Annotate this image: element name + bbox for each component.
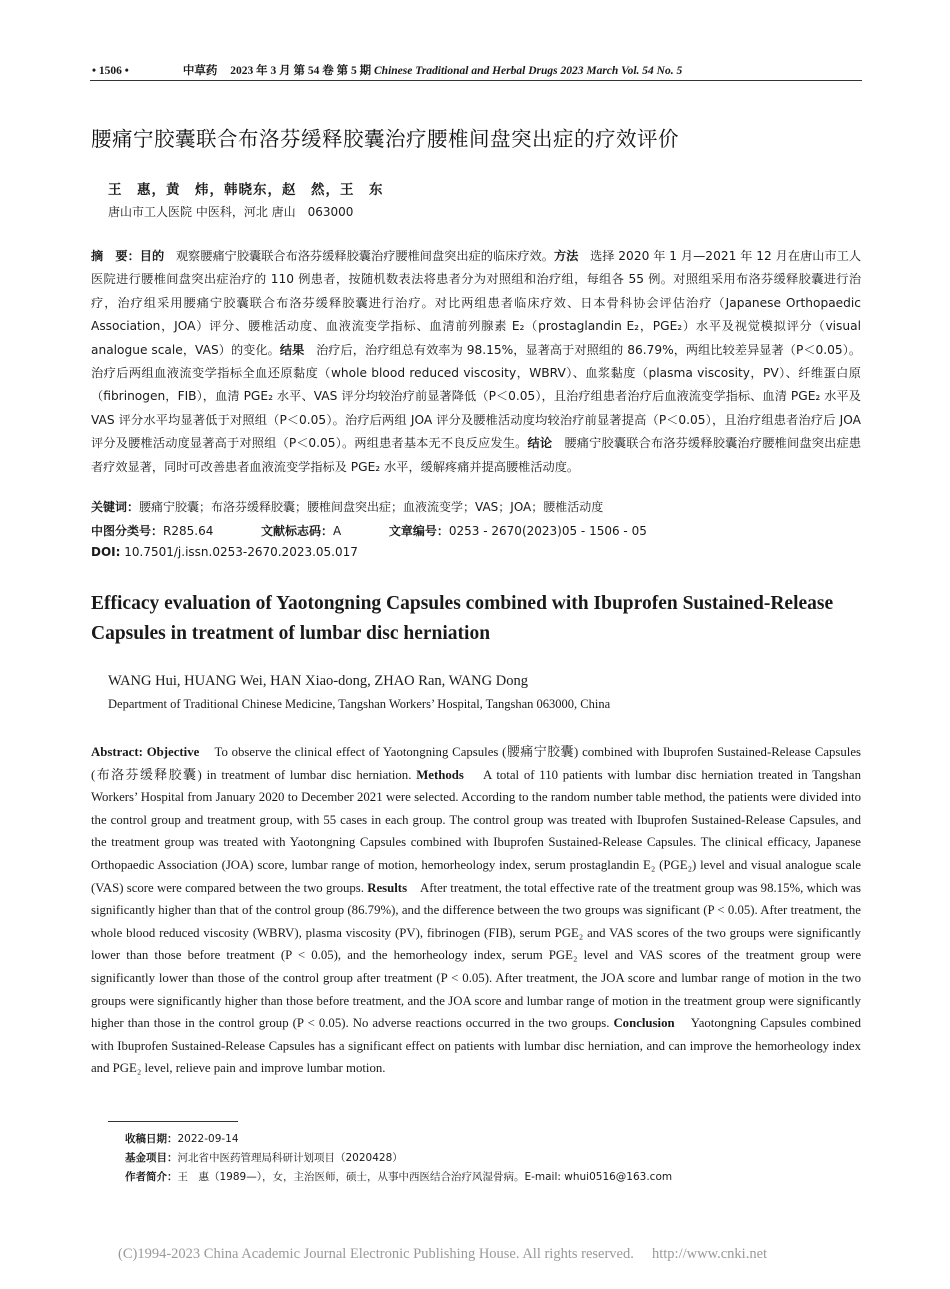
copyright-notice: (C)1994-2023 China Academic Journal Electronic Publishing House. All rights reserved. http://www.cnki.net (118, 1246, 768, 1262)
article-no-value: 0253 - 2670(2023)05 - 1506 - 05 (448, 524, 647, 538)
cn-results-label: 结果 (279, 342, 305, 357)
doi-value: 10.7501/j.issn.0253-2670.2023.05.017 (124, 545, 358, 559)
footnote-received (125, 1131, 239, 1146)
journal-name: 中草药 (182, 65, 218, 77)
cn-abstract-label: 摘 要： (91, 249, 140, 263)
cn-conclusion-label: 结论 (527, 436, 553, 451)
en-objective-label: Objective (146, 745, 200, 759)
en-conclusion: Yaotongning Capsules combined with Ibuprofen Sustained-Release Capsules has a significant effect on patients with lumbar disc herniation, and can improve the hemorheology index and PGE₂ level, relieve pain and improve lumbar motion. (91, 1016, 862, 1076)
en-conclusion-label: Conclusion (613, 1016, 675, 1031)
cn-doi (91, 545, 861, 559)
en-abstract-label: Abstract: (91, 745, 143, 759)
cn-conclusion: 腰痛宁胶囊联合布洛芬缓释胶囊治疗腰椎间盘突出症患者疗效显著，同时可改善患者血液流变学指标及 PGE₂ 水平，缓解疼痛并提高腰椎活动度。 (91, 436, 862, 474)
en-objective: To observe the clinical effect of Yaotongning Capsules (腰痛宁胶囊) combined with Ibuprofen Sustained-Release Capsules (布洛芬缓释胶囊) in treatment of lumbar disc herniation. (91, 745, 862, 782)
en-abstract (91, 741, 861, 1080)
doc-code-label: 文献标志码： (261, 524, 334, 538)
footnote-author (125, 1169, 672, 1184)
cn-methods-label: 方法 (553, 249, 579, 263)
fund-text: 河北省中医药管理局科研计划项目（2020428） (177, 1152, 403, 1164)
author-bio-label: 作者简介： (125, 1171, 178, 1183)
keywords-label: 关键词： (91, 500, 140, 514)
en-results: After treatment, the total effective rate of the treatment group was 98.15%, which was significantly higher than that of the control group (86.79%), and the difference between the two groups was significant (P < 0.05). After treatment, the whole blood reduced viscosity (WBRV), plasma viscosity (PV), fibrinogen (FIB), serum PGE₂ and VAS scores of the two groups were significantly lower than those before treatment (P < 0.05), and the hemorheology index, serum PGE₂ level and VAS scores of the treatment group were significantly lower than those of the control group after treatment (P < 0.05). After treatment, the JOA score and lumbar range of motion in the two groups were significantly higher than those before treatment, and the JOA score and lumbar range of motion in the treatment group were significantly higher than those in the control group (P < 0.05). No adverse reactions occurred in the two groups. (91, 880, 861, 1031)
doc-code-value: A (333, 524, 342, 538)
running-header (92, 62, 862, 78)
received-label: 收稿日期： (125, 1133, 178, 1145)
cn-abstract (91, 245, 861, 479)
footnote-fund (125, 1150, 403, 1165)
cn-results: 治疗后，治疗组总有效率为 98.15%，显著高于对照组的 86.79%，两组比较差异显著（P＜0.05）。治疗后两组血液流变学指标全血还原黏度（whole blood reduced viscosity，WBRV）、血浆黏度（plasma viscosity，PV）、纤维蛋白原（fibrinogen，FIB），血清 PGE₂ 水平、VAS 评分均较治疗前显著降低（P＜0.05），且治疗组患者治疗后血液流变学指标、血清 PGE₂ 水平及 VAS 评分水平均显著低于对照组（P＜0.05）。治疗后两组 JOA 评分及腰椎活动度均较治疗前显著提高（P＜0.05），且治疗组患者治疗后 JOA 评分及腰椎活动度显著高于对照组（P＜0.05）。两组患者基本无不良反应发生。 (91, 342, 862, 451)
cn-objective-label: 目的 (139, 249, 165, 263)
clc-label: 中图分类号： (91, 524, 164, 538)
article-no-label: 文章编号： (388, 524, 449, 538)
issue-en: Chinese Traditional and Herbal Drugs 2023 March Vol. 54 No. 5 (374, 65, 683, 77)
en-affiliation: Department of Traditional Chinese Medicine, Tangshan Workers’ Hospital, Tangshan 063000, China (108, 697, 611, 711)
cn-objective: 观察腰痛宁胶囊联合布洛芬缓释胶囊治疗腰椎间盘突出症的临床疗效。 (175, 249, 554, 263)
cn-authors: 王 惠，黄 炜，韩晓东，赵 然，王 东 (108, 182, 384, 198)
cn-classification (91, 522, 861, 539)
doi-label: DOI: (91, 545, 121, 559)
received-date: 2022-09-14 (177, 1133, 239, 1145)
issue-cn: 2023 年 3 月 第 54 卷 第 5 期 (230, 65, 372, 77)
cn-affiliation: 唐山市工人医院 中医科，河北 唐山 063000 (108, 205, 354, 219)
en-title: Efficacy evaluation of Yaotongning Capsules combined with Ibuprofen Sustained-Release Capsules in treatment of lumbar disc herniation (91, 593, 834, 644)
author-bio-text: 王 惠（1989—），女，主治医师，硕士，从事中西医结合治疗风湿骨病。E-mail: whui0516@163.com (177, 1171, 673, 1183)
page-number: • 1506 • (92, 65, 129, 77)
en-authors: WANG Hui, HUANG Wei, HAN Xiao-dong, ZHAO Ran, WANG Dong (108, 673, 528, 689)
en-methods-label: Methods (416, 767, 464, 782)
clc-value: R285.64 (163, 524, 214, 538)
fund-label: 基金项目： (125, 1152, 178, 1164)
cn-title: 腰痛宁胶囊联合布洛芬缓释胶囊治疗腰椎间盘突出症的疗效评价 (91, 127, 679, 151)
cn-keywords (91, 498, 861, 515)
footnote-divider (108, 1121, 238, 1122)
en-methods: A total of 110 patients with lumbar disc herniation treated in Tangshan Workers’ Hospital from January 2020 to December 2021 were selected. According to the random number table method, the patients were divided into the control group and treatment group, with 55 cases in each group. The control group was treated with Ibuprofen Sustained-Release Capsules, and the treatment group was treated with Yaotongning Capsules combined with Ibuprofen Sustained-Release Capsules. The clinical efficacy, Japanese Orthopaedic Association (JOA) score, lumbar range of motion, hemorheology index, serum prostaglandin E₂ (PGE₂) level and visual analogue scale (VAS) score were compared between the two groups. (91, 767, 862, 895)
cn-methods: 选择 2020 年 1 月—2021 年 12 月在唐山市工人医院进行腰椎间盘突出症治疗的 110 例患者，按随机数表法将患者分为对照组和治疗组，每组各 55 例。对照组采用布洛芬缓释胶囊进行治疗，治疗组采用腰痛宁胶囊联合布洛芬缓释胶囊进行治疗。对比两组患者临床疗效、日本骨科协会评估治疗（Japanese Orthopaedic Association，JOA）评分、腰椎活动度、血液流变学指标、血清前列腺素 E₂（prostaglandin E₂，PGE₂）水平及视觉模拟评分（visual analogue scale，VAS）的变化。 (91, 249, 862, 357)
header-divider (90, 80, 862, 81)
keywords: 腰痛宁胶囊；布洛芬缓释胶囊；腰椎间盘突出症；血液流变学；VAS；JOA；腰椎活动度 (139, 500, 604, 514)
en-results-label: Results (367, 880, 408, 895)
